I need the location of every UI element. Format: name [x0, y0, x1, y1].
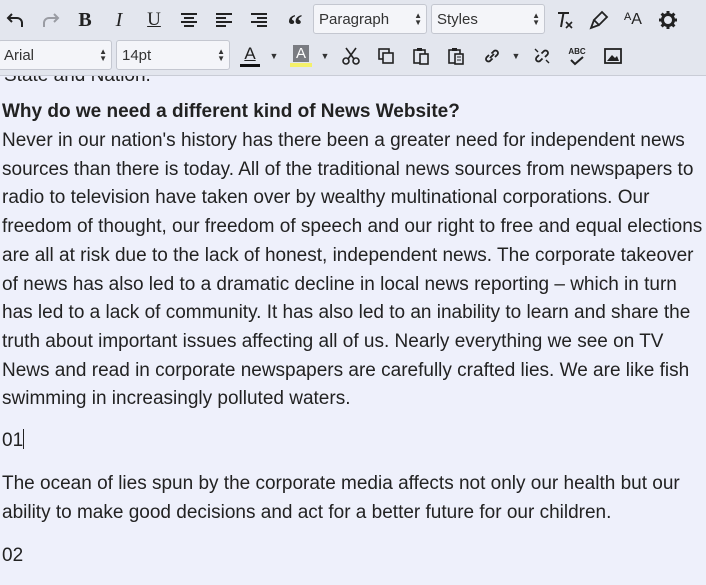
font-size-select[interactable]	[116, 40, 230, 70]
align-center-button[interactable]	[178, 4, 200, 36]
format-painter-icon	[589, 10, 609, 30]
font-family-value: Arial	[4, 46, 35, 64]
cut-icon	[342, 47, 360, 65]
underline-button[interactable]	[143, 4, 165, 36]
paste-button[interactable]	[409, 40, 433, 72]
underline-icon: U	[147, 9, 161, 30]
unlink-icon	[533, 47, 551, 65]
bold-button[interactable]	[74, 4, 96, 36]
unlink-button[interactable]	[530, 40, 554, 72]
undo-button[interactable]	[4, 4, 28, 36]
clear-formatting-icon	[555, 10, 575, 30]
italic-button[interactable]	[108, 4, 130, 36]
redo-button[interactable]	[38, 4, 62, 36]
copy-button[interactable]	[374, 40, 398, 72]
blockquote-button[interactable]	[283, 4, 307, 42]
select-arrows-icon: ▲ ▼	[99, 47, 107, 63]
toolbar-row-1	[0, 2, 706, 42]
paragraph-1: Never in our nation's history has there been a greater need for independent news sources than there is today. All of the traditional news sources from newspapers to radio to television have taken over by wealthy multinational corporations. Our freedom of thought, our freedom of speech and our right to free and equal elections are all at risk due to the lack of honest, independent news. The corporate takeover of news has also led to a dramatic decline in local news reporting – which in turn has led to a lack of community. It has also led to an inability to learn and share the truth about important issues affecting all of us. Nearly everything we see on TV News and read in corporate newspapers are carefully crafted lies. We are like fish swimming in increasingly polluted waters.	[2, 130, 703, 410]
block-format-value: Paragraph	[319, 10, 390, 28]
chevron-down-icon: ▼	[320, 51, 330, 61]
editor-toolbar	[0, 0, 706, 76]
chevron-down-icon: ▼	[269, 51, 279, 61]
checkmark-icon	[570, 56, 584, 65]
undo-icon	[7, 11, 25, 29]
highlight-color-button[interactable]	[289, 40, 313, 72]
editor-content[interactable]	[0, 76, 706, 585]
format-painter-button[interactable]	[587, 4, 611, 36]
font-family-select[interactable]	[0, 40, 112, 70]
redo-icon	[41, 11, 59, 29]
marker-1: 01	[2, 430, 24, 451]
paragraph-2: The ocean of lies spun by the corporate media affects not only our health but our ability to make good decisions and act for a better future for our children.	[2, 473, 680, 523]
blockquote-icon: “	[287, 9, 303, 42]
highlight-color-dropdown[interactable]	[319, 40, 331, 72]
align-right-button[interactable]	[248, 4, 270, 36]
text-color-dropdown[interactable]	[268, 40, 280, 72]
highlight-color-icon: A	[293, 45, 309, 62]
spellcheck-icon: ABC	[568, 47, 586, 56]
styles-value: Styles	[437, 10, 478, 28]
bold-icon: B	[78, 8, 92, 31]
link-button[interactable]	[480, 40, 504, 72]
marker-2: 02	[2, 545, 24, 566]
align-right-icon	[250, 12, 268, 28]
settings-button[interactable]	[656, 4, 680, 36]
clear-formatting-button[interactable]	[553, 4, 577, 36]
select-arrows-icon: ▲ ▼	[217, 47, 225, 63]
styles-select[interactable]	[431, 4, 545, 34]
block-format-select[interactable]	[313, 4, 427, 34]
align-left-icon	[215, 12, 233, 28]
chevron-down-icon: ▼	[511, 51, 521, 61]
paste-icon	[412, 47, 430, 65]
align-center-icon	[180, 12, 198, 28]
font-case-button[interactable]	[620, 4, 646, 36]
paste-text-button[interactable]	[444, 40, 468, 72]
text-color-swatch	[240, 64, 260, 67]
paste-text-icon	[447, 47, 465, 65]
font-size-value: 14pt	[122, 46, 152, 64]
text-color-button[interactable]	[238, 40, 262, 72]
cut-button[interactable]	[339, 40, 363, 72]
settings-gear-icon	[658, 10, 678, 30]
image-icon	[604, 48, 622, 64]
section-heading: Why do we need a different kind of News Website?	[2, 101, 460, 122]
align-left-button[interactable]	[213, 4, 235, 36]
spellcheck-button[interactable]	[565, 40, 589, 72]
copy-icon	[377, 47, 395, 65]
font-case-icon: ᴬA	[624, 11, 642, 28]
select-arrows-icon: ▲ ▼	[532, 11, 540, 27]
italic-icon: I	[115, 8, 123, 31]
text-color-icon: A	[244, 44, 256, 63]
link-icon	[483, 47, 501, 65]
insert-image-button[interactable]	[601, 40, 625, 72]
text-caret	[23, 429, 24, 449]
select-arrows-icon: ▲ ▼	[414, 11, 422, 27]
highlight-color-swatch	[290, 63, 312, 67]
toolbar-row-2	[0, 38, 706, 74]
marker-1-line	[0, 427, 24, 456]
link-dropdown[interactable]	[510, 40, 522, 72]
